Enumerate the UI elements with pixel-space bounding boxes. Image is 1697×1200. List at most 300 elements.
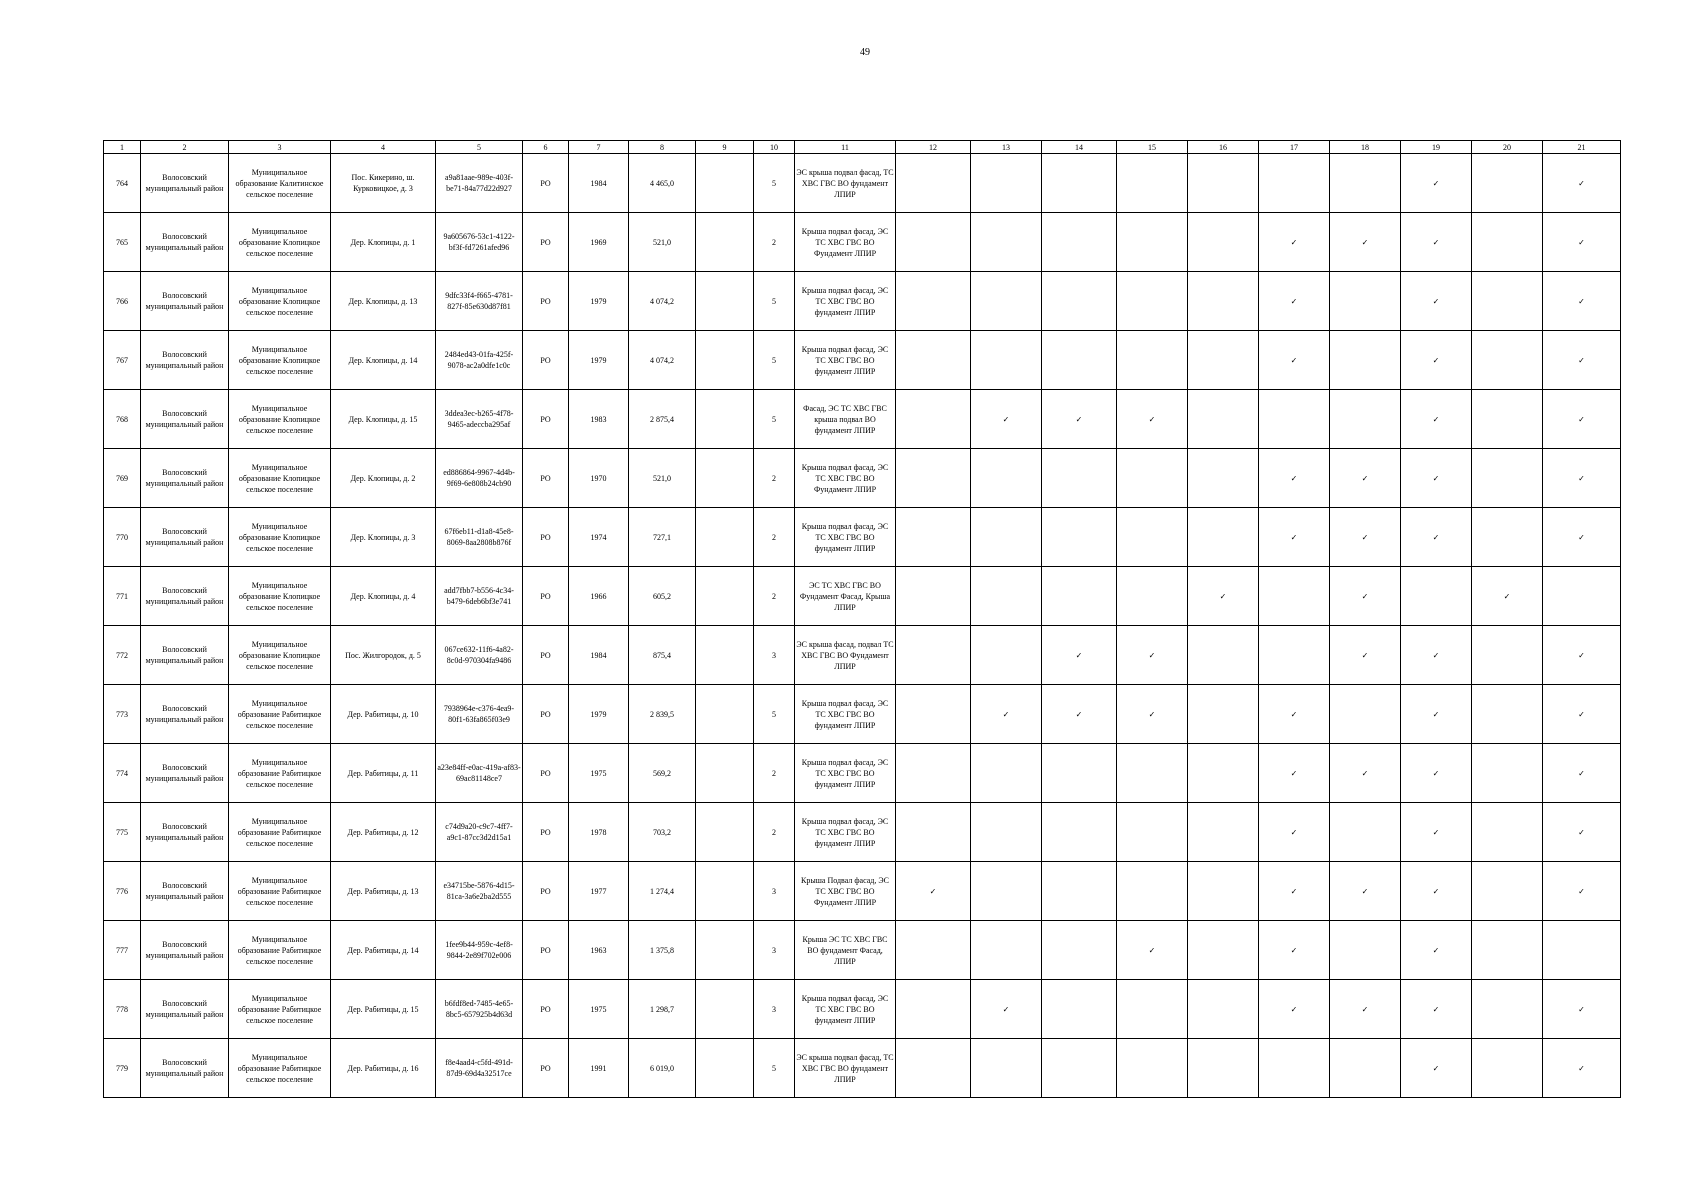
district-cell: Волосовский муниципальный район <box>141 980 229 1039</box>
year-cell: 1974 <box>569 508 629 567</box>
mark-cell-col-13 <box>971 980 1042 1039</box>
district-cell: Волосовский муниципальный район <box>141 626 229 685</box>
mark-cell-col-12 <box>896 744 971 803</box>
checkmark-icon: ✓ <box>1578 768 1585 778</box>
guid-cell: 067ce632-11f6-4a82-8c0d-970304fa9486 <box>436 626 523 685</box>
mark-cell-col-21 <box>1543 272 1621 331</box>
mark-cell-col-20 <box>1472 508 1543 567</box>
year-cell: 1979 <box>569 331 629 390</box>
checkmark-icon: ✓ <box>1361 1004 1369 1014</box>
mark-cell-col-13 <box>971 331 1042 390</box>
area-cell: 1 298,7 <box>629 980 696 1039</box>
mark-cell-col-15 <box>1117 744 1188 803</box>
municipality-cell: Муниципальное образование Клопицкое сельское поселение <box>229 213 331 272</box>
works-cell: Крыша подвал фасад, ЭС ТС ХВС ГВС ВО фундамент ЛПИР <box>795 980 896 1039</box>
mark-cell-col-19 <box>1401 567 1472 626</box>
type-cell: РО <box>523 685 569 744</box>
type-cell: РО <box>523 154 569 213</box>
checkmark-icon: ✓ <box>1432 945 1440 955</box>
mark-cell-col-21 <box>1543 744 1621 803</box>
mark-cell-col-20 <box>1472 567 1543 626</box>
mark-cell-col-12 <box>896 154 971 213</box>
mark-cell-col-15 <box>1117 1039 1188 1098</box>
col9-cell <box>696 331 754 390</box>
floors-cell: 2 <box>754 508 795 567</box>
municipality-cell: Муниципальное образование Клопицкое сельское поселение <box>229 508 331 567</box>
mark-cell-col-13 <box>971 567 1042 626</box>
year-cell: 1978 <box>569 803 629 862</box>
mark-cell-col-18 <box>1330 449 1401 508</box>
mark-cell-col-14 <box>1042 980 1117 1039</box>
checkmark-icon: ✓ <box>1432 650 1440 660</box>
guid-cell: add7fbb7-b556-4c34-b479-6deb6bf3e741 <box>436 567 523 626</box>
mark-cell-col-17 <box>1259 508 1330 567</box>
mark-cell-col-19 <box>1401 803 1472 862</box>
table-row <box>104 803 1621 862</box>
mark-cell-col-20 <box>1472 921 1543 980</box>
checkmark-icon: ✓ <box>1290 532 1298 542</box>
address-cell: Дер. Клопицы, д. 4 <box>331 567 436 626</box>
type-cell: РО <box>523 272 569 331</box>
type-cell: РО <box>523 449 569 508</box>
mark-cell-col-18 <box>1330 803 1401 862</box>
checkmark-icon: ✓ <box>1002 709 1010 719</box>
mark-cell-col-20 <box>1472 626 1543 685</box>
checkmark-icon: ✓ <box>1075 414 1083 424</box>
area-cell: 2 839,5 <box>629 685 696 744</box>
mark-cell-col-15 <box>1117 390 1188 449</box>
mark-cell-col-18 <box>1330 685 1401 744</box>
district-cell: Волосовский муниципальный район <box>141 685 229 744</box>
row-number-cell: 770 <box>104 508 141 567</box>
type-cell: РО <box>523 980 569 1039</box>
checkmark-icon: ✓ <box>1219 591 1227 601</box>
column-header: 6 <box>523 141 569 154</box>
mark-cell-col-12 <box>896 980 971 1039</box>
works-cell: Крыша ЭС ТС ХВС ГВС ВО фундамент Фасад, ЛПИР <box>795 921 896 980</box>
area-cell: 569,2 <box>629 744 696 803</box>
mark-cell-col-13 <box>971 1039 1042 1098</box>
checkmark-icon: ✓ <box>1578 827 1585 837</box>
year-cell: 1991 <box>569 1039 629 1098</box>
year-cell: 1979 <box>569 272 629 331</box>
checkmark-icon: ✓ <box>1578 650 1585 660</box>
checkmark-icon: ✓ <box>1290 1004 1298 1014</box>
page-number: 49 <box>860 47 870 58</box>
mark-cell-col-19 <box>1401 154 1472 213</box>
col9-cell <box>696 803 754 862</box>
mark-cell-col-13 <box>971 921 1042 980</box>
year-cell: 1984 <box>569 154 629 213</box>
guid-cell: ed886864-9967-4d4b-9f69-6e808b24cb90 <box>436 449 523 508</box>
district-cell: Волосовский муниципальный район <box>141 213 229 272</box>
checkmark-icon: ✓ <box>1432 178 1440 188</box>
table-row <box>104 626 1621 685</box>
table-row <box>104 154 1621 213</box>
mark-cell-col-18 <box>1330 213 1401 272</box>
col9-cell <box>696 980 754 1039</box>
guid-cell: f8e4aad4-c5fd-491d-87d9-69d4a32517ce <box>436 1039 523 1098</box>
year-cell: 1984 <box>569 626 629 685</box>
mark-cell-col-21 <box>1543 449 1621 508</box>
column-header: 18 <box>1330 141 1401 154</box>
mark-cell-col-21 <box>1543 626 1621 685</box>
mark-cell-col-12 <box>896 449 971 508</box>
mark-cell-col-21 <box>1543 980 1621 1039</box>
checkmark-icon: ✓ <box>1432 473 1440 483</box>
mark-cell-col-18 <box>1330 626 1401 685</box>
mark-cell-col-14 <box>1042 685 1117 744</box>
checkmark-icon: ✓ <box>1290 827 1298 837</box>
column-header: 17 <box>1259 141 1330 154</box>
row-number-cell: 766 <box>104 272 141 331</box>
district-cell: Волосовский муниципальный район <box>141 154 229 213</box>
col9-cell <box>696 213 754 272</box>
mark-cell-col-21 <box>1543 331 1621 390</box>
area-cell: 521,0 <box>629 213 696 272</box>
mark-cell-col-19 <box>1401 980 1472 1039</box>
checkmark-icon: ✓ <box>1361 591 1369 601</box>
table-row <box>104 449 1621 508</box>
type-cell: РО <box>523 1039 569 1098</box>
mark-cell-col-14 <box>1042 449 1117 508</box>
mark-cell-col-20 <box>1472 1039 1543 1098</box>
row-number-cell: 767 <box>104 331 141 390</box>
municipality-cell: Муниципальное образование Рабитицкое сельское поселение <box>229 685 331 744</box>
floors-cell: 3 <box>754 980 795 1039</box>
checkmark-icon: ✓ <box>1361 532 1369 542</box>
works-cell: Крыша Подвал фасад, ЭС ТС ХВС ГВС ВО Фундамент ЛПИР <box>795 862 896 921</box>
mark-cell-col-16 <box>1188 685 1259 744</box>
mark-cell-col-21 <box>1543 567 1621 626</box>
guid-cell: 67f6eb11-d1a8-45e8-8069-8aa2808b876f <box>436 508 523 567</box>
column-header: 21 <box>1543 141 1621 154</box>
mark-cell-col-19 <box>1401 862 1472 921</box>
mark-cell-col-12 <box>896 390 971 449</box>
type-cell: РО <box>523 862 569 921</box>
municipality-cell: Муниципальное образование Клопицкое сельское поселение <box>229 390 331 449</box>
area-cell: 875,4 <box>629 626 696 685</box>
mark-cell-col-20 <box>1472 154 1543 213</box>
row-number-cell: 773 <box>104 685 141 744</box>
checkmark-icon: ✓ <box>1290 473 1298 483</box>
table-row <box>104 272 1621 331</box>
mark-cell-col-20 <box>1472 744 1543 803</box>
table-body <box>104 154 1621 1098</box>
column-header: 15 <box>1117 141 1188 154</box>
mark-cell-col-19 <box>1401 508 1472 567</box>
col9-cell <box>696 744 754 803</box>
checkmark-icon: ✓ <box>1578 886 1585 896</box>
mark-cell-col-14 <box>1042 567 1117 626</box>
municipality-cell: Муниципальное образование Клопицкое сельское поселение <box>229 567 331 626</box>
mark-cell-col-14 <box>1042 626 1117 685</box>
checkmark-icon: ✓ <box>1578 709 1585 719</box>
area-cell: 4 074,2 <box>629 331 696 390</box>
municipality-cell: Муниципальное образование Рабитицкое сельское поселение <box>229 921 331 980</box>
mark-cell-col-21 <box>1543 213 1621 272</box>
works-cell: Крыша подвал фасад, ЭС ТС ХВС ГВС ВО Фундамент ЛПИР <box>795 213 896 272</box>
area-cell: 1 375,8 <box>629 921 696 980</box>
address-cell: Дер. Рабитицы, д. 11 <box>331 744 436 803</box>
district-cell: Волосовский муниципальный район <box>141 331 229 390</box>
area-cell: 521,0 <box>629 449 696 508</box>
guid-cell: 7938964e-c376-4ea9-80f1-63fa865f03e9 <box>436 685 523 744</box>
address-cell: Дер. Клопицы, д. 15 <box>331 390 436 449</box>
header-row <box>104 141 1621 154</box>
mark-cell-col-17 <box>1259 272 1330 331</box>
works-cell: Фасад, ЭС ТС ХВС ГВС крыша подвал ВО фундамент ЛПИР <box>795 390 896 449</box>
column-header: 11 <box>795 141 896 154</box>
checkmark-icon: ✓ <box>1578 1004 1585 1014</box>
checkmark-icon: ✓ <box>1432 355 1440 365</box>
mark-cell-col-17 <box>1259 154 1330 213</box>
column-header: 1 <box>104 141 141 154</box>
mark-cell-col-16 <box>1188 744 1259 803</box>
checkmark-icon: ✓ <box>1075 709 1083 719</box>
mark-cell-col-17 <box>1259 449 1330 508</box>
mark-cell-col-19 <box>1401 213 1472 272</box>
mark-cell-col-15 <box>1117 567 1188 626</box>
mark-cell-col-14 <box>1042 272 1117 331</box>
table-row <box>104 744 1621 803</box>
mark-cell-col-13 <box>971 272 1042 331</box>
guid-cell: 3ddea3ec-b265-4f78-9465-adeccba295af <box>436 390 523 449</box>
floors-cell: 3 <box>754 862 795 921</box>
guid-cell: a9a81aae-989e-403f-be71-84a77d22d927 <box>436 154 523 213</box>
checkmark-icon: ✓ <box>1148 709 1156 719</box>
column-header: 2 <box>141 141 229 154</box>
col9-cell <box>696 390 754 449</box>
checkmark-icon: ✓ <box>1361 650 1369 660</box>
mark-cell-col-15 <box>1117 213 1188 272</box>
col9-cell <box>696 508 754 567</box>
checkmark-icon: ✓ <box>1002 1004 1010 1014</box>
address-cell: Дер. Клопицы, д. 2 <box>331 449 436 508</box>
area-cell: 1 274,4 <box>629 862 696 921</box>
table-row <box>104 567 1621 626</box>
mark-cell-col-14 <box>1042 744 1117 803</box>
type-cell: РО <box>523 390 569 449</box>
floors-cell: 2 <box>754 744 795 803</box>
guid-cell: b6fdf8ed-7485-4e65-8bc5-657925b4d63d <box>436 980 523 1039</box>
row-number-cell: 768 <box>104 390 141 449</box>
mark-cell-col-16 <box>1188 1039 1259 1098</box>
mark-cell-col-20 <box>1472 213 1543 272</box>
district-cell: Волосовский муниципальный район <box>141 803 229 862</box>
checkmark-icon: ✓ <box>1361 237 1369 247</box>
mark-cell-col-20 <box>1472 803 1543 862</box>
district-cell: Волосовский муниципальный район <box>141 921 229 980</box>
works-cell: Крыша подвал фасад, ЭС ТС ХВС ГВС ВО фундамент ЛПИР <box>795 331 896 390</box>
column-header: 7 <box>569 141 629 154</box>
column-header: 19 <box>1401 141 1472 154</box>
mark-cell-col-20 <box>1472 390 1543 449</box>
address-cell: Дер. Рабитицы, д. 10 <box>331 685 436 744</box>
registry-table <box>103 140 1621 1098</box>
type-cell: РО <box>523 744 569 803</box>
district-cell: Волосовский муниципальный район <box>141 1039 229 1098</box>
type-cell: РО <box>523 921 569 980</box>
checkmark-icon: ✓ <box>1290 296 1298 306</box>
mark-cell-col-20 <box>1472 331 1543 390</box>
mark-cell-col-18 <box>1330 921 1401 980</box>
mark-cell-col-14 <box>1042 862 1117 921</box>
mark-cell-col-14 <box>1042 331 1117 390</box>
checkmark-icon: ✓ <box>1290 886 1298 896</box>
address-cell: Дер. Клопицы, д. 1 <box>331 213 436 272</box>
municipality-cell: Муниципальное образование Клопицкое сельское поселение <box>229 449 331 508</box>
table-row <box>104 862 1621 921</box>
mark-cell-col-13 <box>971 862 1042 921</box>
mark-cell-col-20 <box>1472 862 1543 921</box>
district-cell: Волосовский муниципальный район <box>141 508 229 567</box>
district-cell: Волосовский муниципальный район <box>141 567 229 626</box>
mark-cell-col-17 <box>1259 390 1330 449</box>
mark-cell-col-16 <box>1188 626 1259 685</box>
mark-cell-col-14 <box>1042 921 1117 980</box>
row-number-cell: 771 <box>104 567 141 626</box>
mark-cell-col-12 <box>896 331 971 390</box>
mark-cell-col-16 <box>1188 213 1259 272</box>
municipality-cell: Муниципальное образование Рабитицкое сельское поселение <box>229 980 331 1039</box>
mark-cell-col-16 <box>1188 154 1259 213</box>
mark-cell-col-12 <box>896 685 971 744</box>
checkmark-icon: ✓ <box>1432 237 1440 247</box>
checkmark-icon: ✓ <box>1432 709 1440 719</box>
area-cell: 703,2 <box>629 803 696 862</box>
address-cell: Дер. Рабитицы, д. 15 <box>331 980 436 1039</box>
mark-cell-col-19 <box>1401 921 1472 980</box>
column-header: 10 <box>754 141 795 154</box>
mark-cell-col-16 <box>1188 331 1259 390</box>
municipality-cell: Муниципальное образование Клопицкое сельское поселение <box>229 331 331 390</box>
checkmark-icon: ✓ <box>1290 237 1298 247</box>
mark-cell-col-18 <box>1330 154 1401 213</box>
address-cell: Дер. Рабитицы, д. 12 <box>331 803 436 862</box>
area-cell: 605,2 <box>629 567 696 626</box>
mark-cell-col-21 <box>1543 685 1621 744</box>
mark-cell-col-13 <box>971 685 1042 744</box>
guid-cell: 1fee9b44-959c-4ef8-9844-2e89f702e006 <box>436 921 523 980</box>
floors-cell: 5 <box>754 272 795 331</box>
municipality-cell: Муниципальное образование Рабитицкое сельское поселение <box>229 1039 331 1098</box>
mark-cell-col-15 <box>1117 685 1188 744</box>
col9-cell <box>696 685 754 744</box>
row-number-cell: 772 <box>104 626 141 685</box>
table-row <box>104 980 1621 1039</box>
year-cell: 1979 <box>569 685 629 744</box>
checkmark-icon: ✓ <box>1290 768 1298 778</box>
mark-cell-col-19 <box>1401 685 1472 744</box>
checkmark-icon: ✓ <box>1361 886 1369 896</box>
mark-cell-col-15 <box>1117 331 1188 390</box>
guid-cell: 9a605676-53c1-4122-bf3f-fd7261afed96 <box>436 213 523 272</box>
mark-cell-col-15 <box>1117 154 1188 213</box>
mark-cell-col-21 <box>1543 921 1621 980</box>
works-cell: Крыша подвал фасад, ЭС ТС ХВС ГВС ВО фундамент ЛПИР <box>795 272 896 331</box>
checkmark-icon: ✓ <box>1578 296 1585 306</box>
works-cell: Крыша подвал фасад, ЭС ТС ХВС ГВС ВО фундамент ЛПИР <box>795 803 896 862</box>
address-cell: Дер. Рабитицы, д. 16 <box>331 1039 436 1098</box>
mark-cell-col-14 <box>1042 1039 1117 1098</box>
mark-cell-col-17 <box>1259 744 1330 803</box>
mark-cell-col-19 <box>1401 449 1472 508</box>
mark-cell-col-21 <box>1543 1039 1621 1098</box>
guid-cell: 2484ed43-01fa-425f-9078-ac2a0dfe1c0c <box>436 331 523 390</box>
mark-cell-col-14 <box>1042 154 1117 213</box>
table-row <box>104 390 1621 449</box>
mark-cell-col-13 <box>971 390 1042 449</box>
mark-cell-col-21 <box>1543 390 1621 449</box>
works-cell: ЭС крыша подвал фасад, ТС ХВС ГВС ВО фундамент ЛПИР <box>795 154 896 213</box>
mark-cell-col-19 <box>1401 626 1472 685</box>
mark-cell-col-17 <box>1259 213 1330 272</box>
year-cell: 1975 <box>569 744 629 803</box>
mark-cell-col-18 <box>1330 862 1401 921</box>
district-cell: Волосовский муниципальный район <box>141 272 229 331</box>
type-cell: РО <box>523 331 569 390</box>
mark-cell-col-18 <box>1330 508 1401 567</box>
checkmark-icon: ✓ <box>1578 414 1585 424</box>
mark-cell-col-14 <box>1042 390 1117 449</box>
mark-cell-col-16 <box>1188 567 1259 626</box>
mark-cell-col-14 <box>1042 508 1117 567</box>
checkmark-icon: ✓ <box>929 886 937 896</box>
address-cell: Дер. Рабитицы, д. 14 <box>331 921 436 980</box>
municipality-cell: Муниципальное образование Рабитицкое сельское поселение <box>229 862 331 921</box>
mark-cell-col-17 <box>1259 685 1330 744</box>
column-header: 12 <box>896 141 971 154</box>
mark-cell-col-16 <box>1188 921 1259 980</box>
column-header: 3 <box>229 141 331 154</box>
mark-cell-col-16 <box>1188 449 1259 508</box>
col9-cell <box>696 921 754 980</box>
floors-cell: 3 <box>754 626 795 685</box>
mark-cell-col-16 <box>1188 803 1259 862</box>
address-cell: Дер. Клопицы, д. 3 <box>331 508 436 567</box>
mark-cell-col-12 <box>896 921 971 980</box>
mark-cell-col-12 <box>896 272 971 331</box>
floors-cell: 5 <box>754 331 795 390</box>
mark-cell-col-18 <box>1330 980 1401 1039</box>
type-cell: РО <box>523 803 569 862</box>
checkmark-icon: ✓ <box>1432 1063 1440 1073</box>
floors-cell: 5 <box>754 1039 795 1098</box>
checkmark-icon: ✓ <box>1075 650 1083 660</box>
column-header: 9 <box>696 141 754 154</box>
checkmark-icon: ✓ <box>1361 768 1369 778</box>
mark-cell-col-18 <box>1330 390 1401 449</box>
works-cell: Крыша подвал фасад, ЭС ТС ХВС ГВС ВО фундамент ЛПИР <box>795 744 896 803</box>
col9-cell <box>696 626 754 685</box>
district-cell: Волосовский муниципальный район <box>141 744 229 803</box>
mark-cell-col-20 <box>1472 272 1543 331</box>
table-row <box>104 685 1621 744</box>
checkmark-icon: ✓ <box>1290 709 1298 719</box>
floors-cell: 3 <box>754 921 795 980</box>
mark-cell-col-18 <box>1330 744 1401 803</box>
mark-cell-col-19 <box>1401 331 1472 390</box>
floors-cell: 5 <box>754 154 795 213</box>
checkmark-icon: ✓ <box>1432 827 1440 837</box>
row-number-cell: 778 <box>104 980 141 1039</box>
mark-cell-col-19 <box>1401 272 1472 331</box>
checkmark-icon: ✓ <box>1503 591 1511 601</box>
area-cell: 4 074,2 <box>629 272 696 331</box>
year-cell: 1970 <box>569 449 629 508</box>
table-row <box>104 213 1621 272</box>
